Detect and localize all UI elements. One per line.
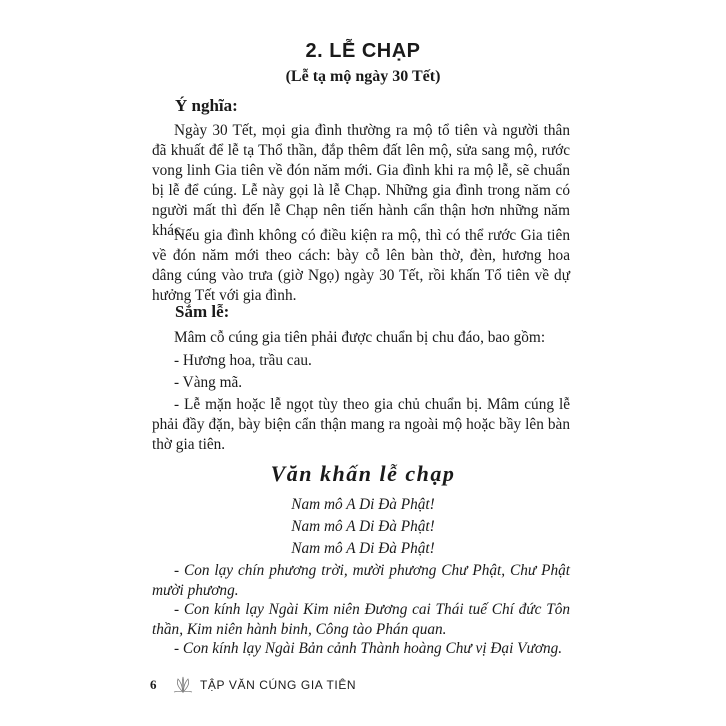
offerings-item-1: - Hương hoa, trầu cau.	[174, 352, 312, 369]
book-title: TẬP VĂN CÚNG GIA TIÊN	[200, 678, 357, 692]
prayer-paragraph-2: - Con kính lạy Ngài Kim niên Đương cai Thái tuế Chí đức Tôn thần, Kim niên hành binh, Công tào Phán quan.	[152, 601, 570, 638]
offerings-item-3: - Lễ mặn hoặc lễ ngọt tùy theo gia chủ chuẩn bị. Mâm cúng lễ phải đầy đặn, bày biện cẩn thận mang ra ngoài mộ hoặc bầy lên bàn thờ gia tiên.	[152, 396, 570, 453]
offerings-item-2: - Vàng mã.	[174, 374, 243, 391]
offerings-intro: Mâm cỗ cúng gia tiên phải được chuẩn bị chu đáo, bao gồm:	[174, 329, 546, 346]
meaning-paragraph-1: Ngày 30 Tết, mọi gia đình thường ra mộ tổ tiên và người thân đã khuất để lễ tạ Thổ thần, đắp thêm đất lên mộ, sửa sang mộ, rước vong linh Gia tiên về đón năm mới. Gia đình khi ra mộ lễ, sẽ chuẩn bị lễ để cúng. Lễ này gọi là lễ Chạp. Những gia đình trong năm có người mất thì đến lễ Chạp nên tiến hành cẩn thận hơn những năm khác.	[152, 122, 570, 239]
prayer-paragraph-3: - Con kính lạy Ngài Bản cảnh Thành hoàng Chư vị Đại Vương.	[174, 640, 563, 657]
prayer-paragraph-1: - Con lạy chín phương trời, mười phương Chư Phật, Chư Phật mười phương.	[152, 562, 570, 599]
meaning-paragraph-2: Nếu gia đình không có điều kiện ra mộ, thì có thể rước Gia tiên về đón năm mới theo cách: bày cỗ lên bàn thờ, đèn, hương hoa dâng cúng vào trưa (giờ Ngọ) ngày 30 Tết, rồi khấn Tổ tiên về dự hưởng Tết với gia đình.	[152, 227, 570, 304]
prayer-title: Văn khấn lễ chạp	[270, 461, 456, 486]
prayer-invocation-2: Nam mô A Di Đà Phật!	[291, 518, 435, 535]
page-footer	[150, 676, 356, 694]
offerings-heading: Sắm lễ:	[175, 302, 230, 321]
section-title: 2. LỄ CHẠP	[305, 40, 421, 62]
meaning-heading: Ý nghĩa:	[175, 96, 238, 115]
section-subtitle: (Lễ tạ mộ ngày 30 Tết)	[285, 68, 441, 85]
page-number: 6	[150, 677, 157, 692]
prayer-invocation-1: Nam mô A Di Đà Phật!	[291, 496, 435, 513]
prayer-invocation-3: Nam mô A Di Đà Phật!	[291, 540, 435, 557]
lotus-ornament-icon	[172, 676, 194, 694]
